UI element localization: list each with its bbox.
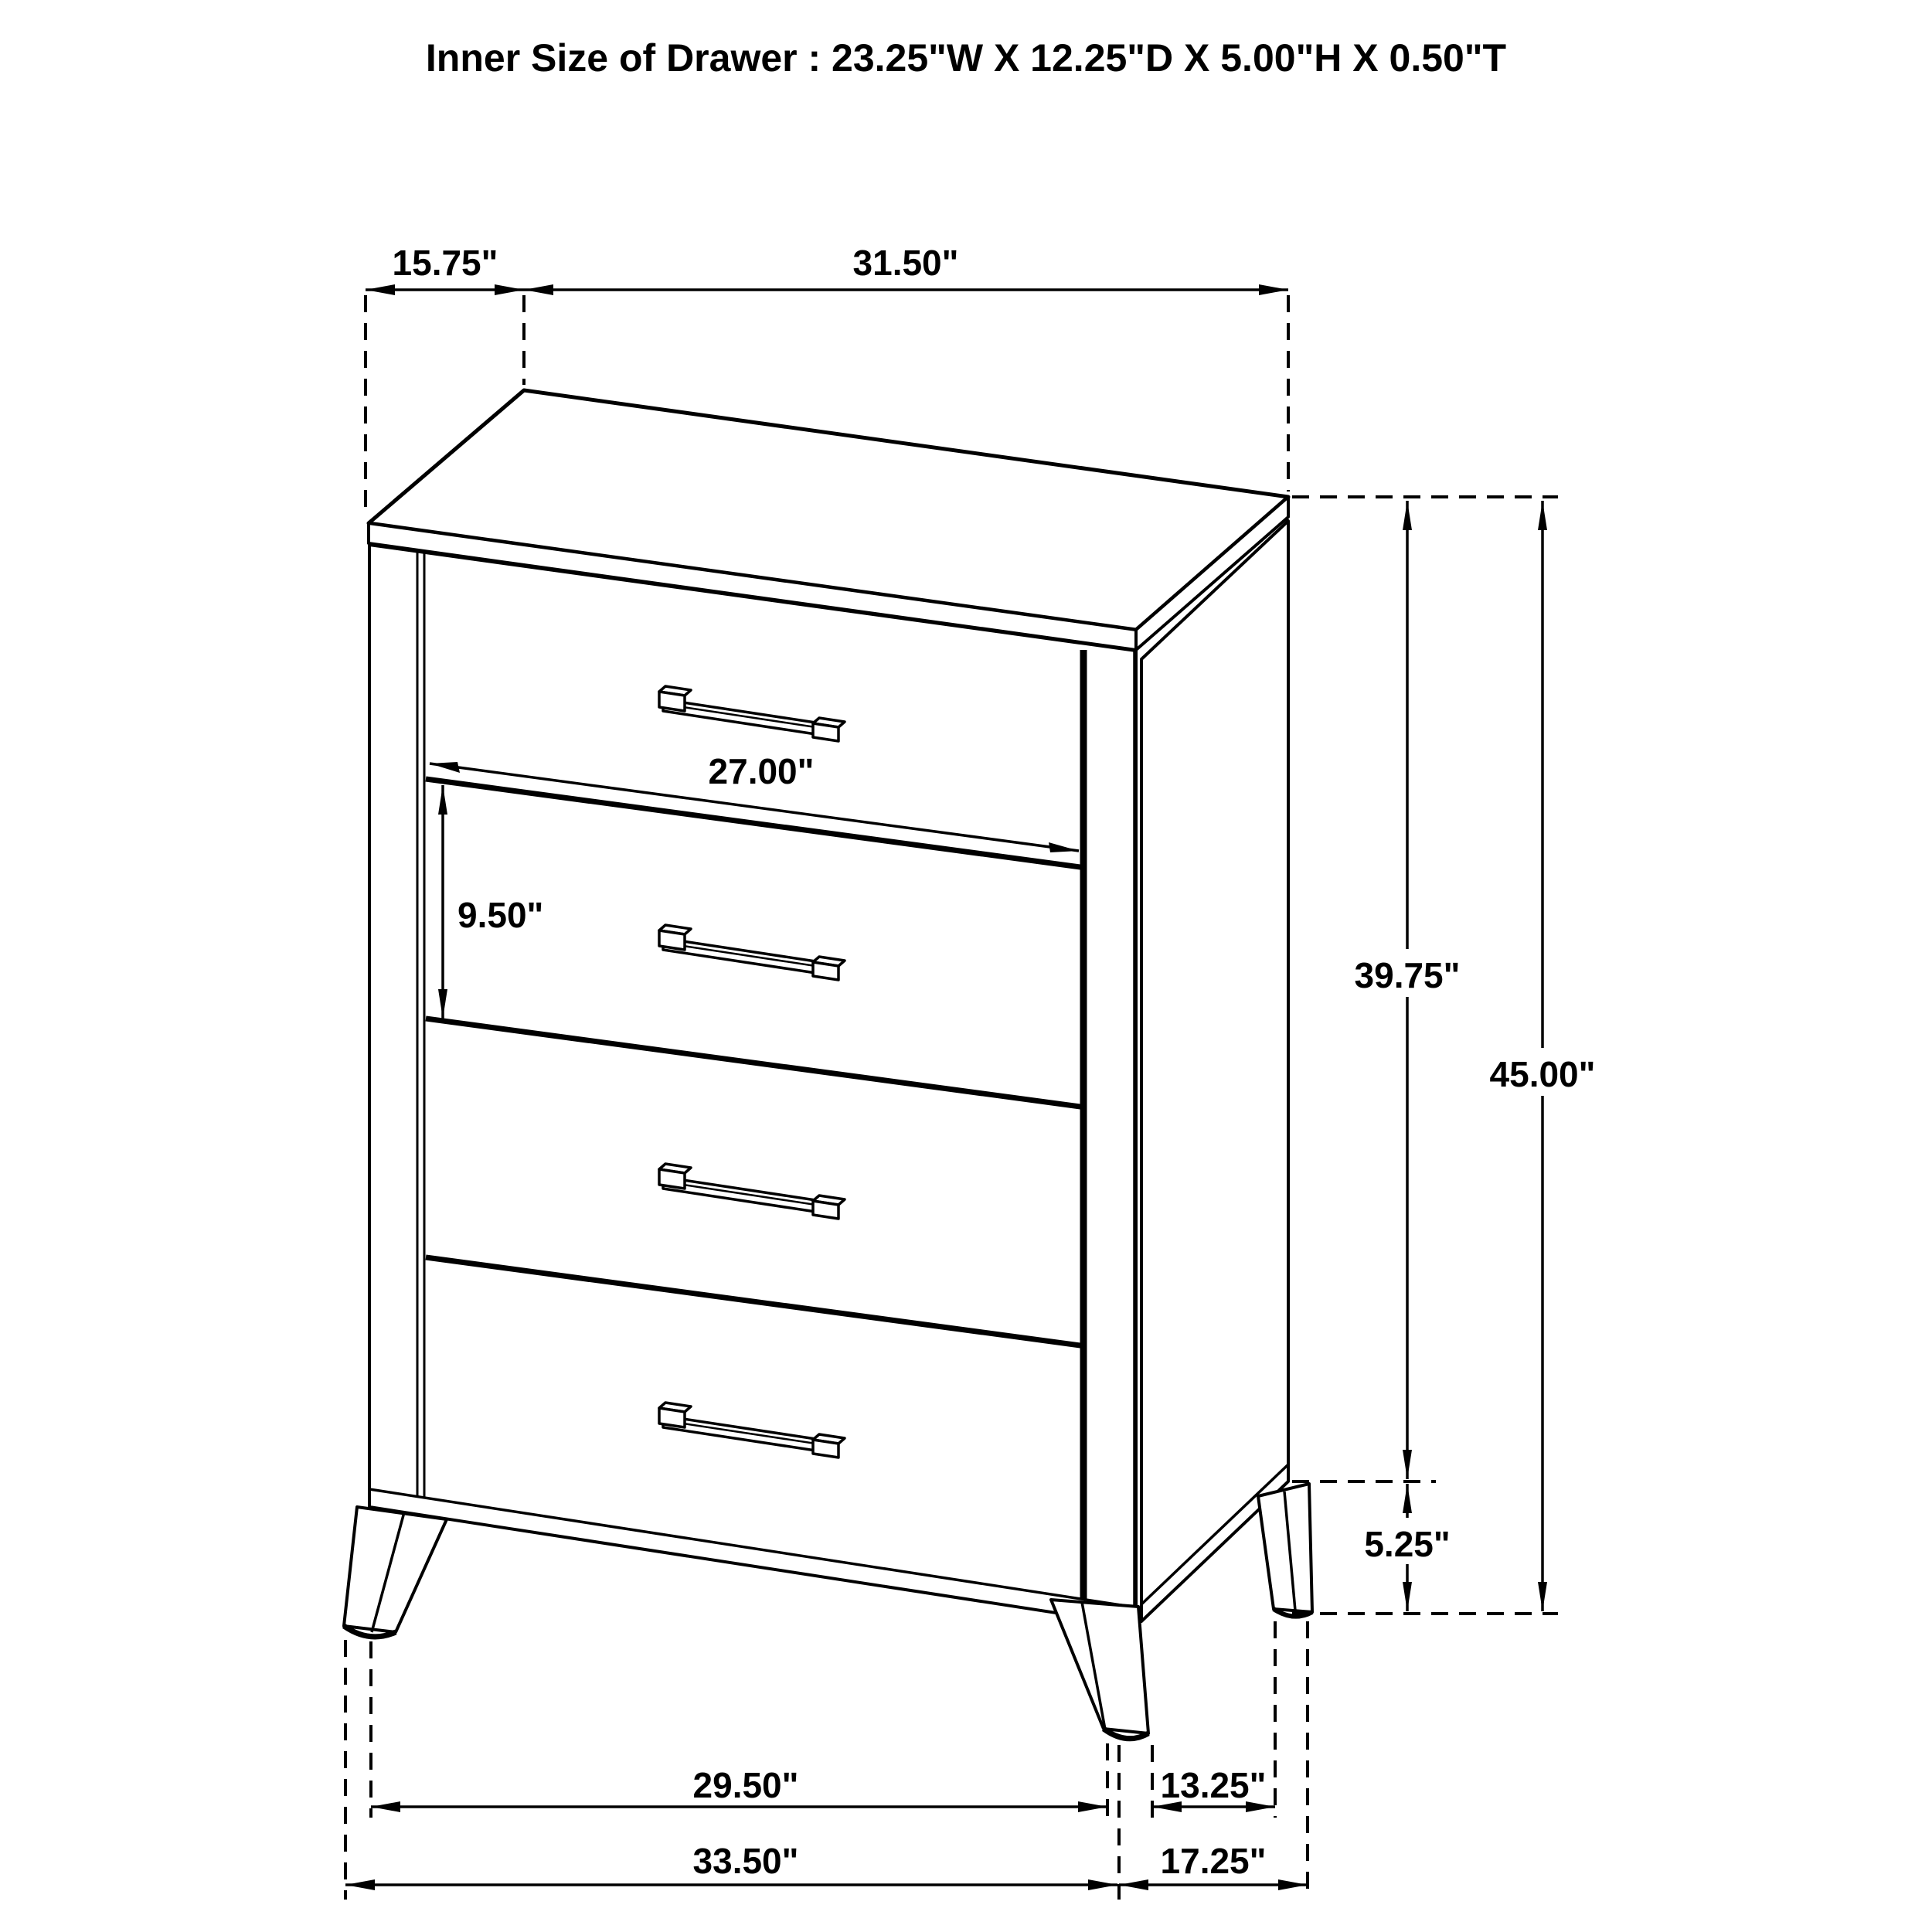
dim-side-feet-inner-label: 13.25" — [1160, 1765, 1267, 1805]
back-right-leg — [1258, 1484, 1312, 1617]
dim-top-width-label: 31.50" — [852, 243, 959, 283]
front-left-leg — [344, 1507, 447, 1637]
height-dimension-group — [1292, 497, 1634, 1614]
dim-body-height-label: 39.75" — [1354, 955, 1461, 995]
dim-drawer-width-label: 27.00" — [708, 751, 815, 791]
dim-front-feet-outer-label: 33.50" — [692, 1841, 799, 1881]
dim-overall-height-label: 45.00" — [1489, 1054, 1596, 1094]
chest-drawing — [344, 390, 1312, 1739]
dim-top-depth-label: 15.75" — [392, 243, 498, 283]
side-panel — [1141, 521, 1288, 1621]
diagram-title: Inner Size of Drawer : 23.25"W X 12.25"D X 5.00"H X 0.50"T — [425, 36, 1507, 80]
dim-side-feet-outer-label: 17.25" — [1160, 1841, 1267, 1881]
dim-leg-height-label: 5.25" — [1364, 1524, 1451, 1564]
bottom-dimension-group — [345, 1621, 1308, 1900]
dim-front-feet-inner-label: 29.50" — [692, 1765, 799, 1805]
front-face — [369, 545, 1136, 1625]
dim-drawer-front-height-label: 9.50" — [457, 895, 544, 935]
front-right-leg — [1051, 1600, 1148, 1739]
